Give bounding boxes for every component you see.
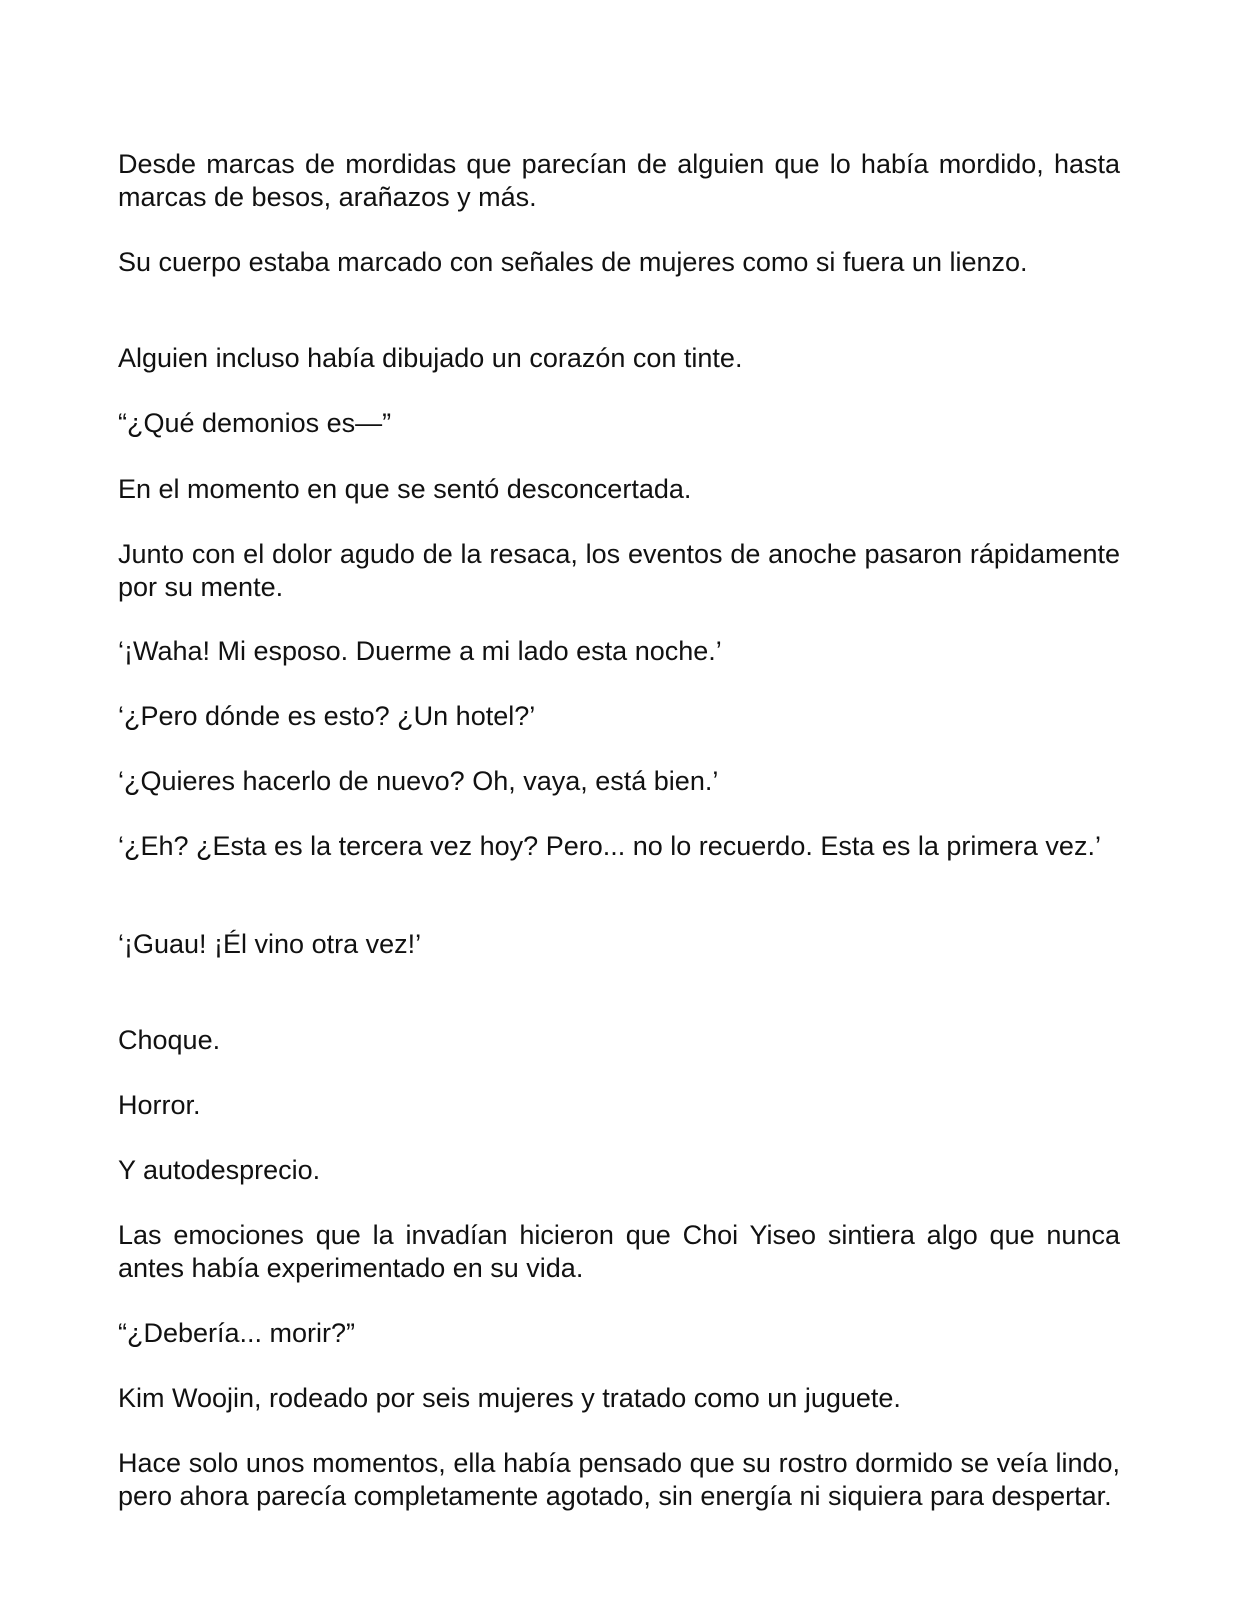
paragraph: ‘¿Pero dónde es esto? ¿Un hotel?’ [118, 701, 536, 731]
paragraph: Las emociones que la invadían hicieron que Choi Yiseo sintiera algo que nunca antes había experimentado en su vida. [118, 1220, 1120, 1283]
paragraph: En el momento en que se sentó desconcertada. [118, 474, 692, 504]
paragraph: “¿Qué demonios es—” [118, 408, 392, 438]
paragraph: Hace solo unos momentos, ella había pensado que su rostro dormido se veía lindo, pero ahora parecía completamente agotado, sin energía ni siquiera para despertar. [118, 1448, 1120, 1511]
paragraph: Junto con el dolor agudo de la resaca, los eventos de anoche pasaron rápidamente por su mente. [118, 539, 1120, 602]
paragraph: ‘¡Guau! ¡Él vino otra vez!’ [118, 929, 422, 959]
paragraph: ‘¿Eh? ¿Esta es la tercera vez hoy? Pero... no lo recuerdo. Esta es la primera vez.’ [118, 831, 1101, 861]
paragraph: Su cuerpo estaba marcado con señales de mujeres como si fuera un lienzo. [118, 247, 1028, 277]
paragraph: Choque. [118, 1025, 221, 1055]
paragraph: Kim Woojin, rodeado por seis mujeres y tratado como un juguete. [118, 1383, 901, 1413]
paragraph: Y autodesprecio. [118, 1155, 321, 1185]
paragraph: Alguien incluso había dibujado un corazón con tinte. [118, 343, 743, 373]
paragraph: “¿Debería... morir?” [118, 1318, 356, 1348]
paragraph: ‘¡Waha! Mi esposo. Duerme a mi lado esta noche.’ [118, 636, 722, 666]
paragraph: Horror. [118, 1090, 201, 1120]
paragraph: ‘¿Quieres hacerlo de nuevo? Oh, vaya, está bien.’ [118, 766, 719, 796]
paragraph: Desde marcas de mordidas que parecían de alguien que lo había mordido, hasta marcas de besos, arañazos y más. [118, 149, 1120, 212]
